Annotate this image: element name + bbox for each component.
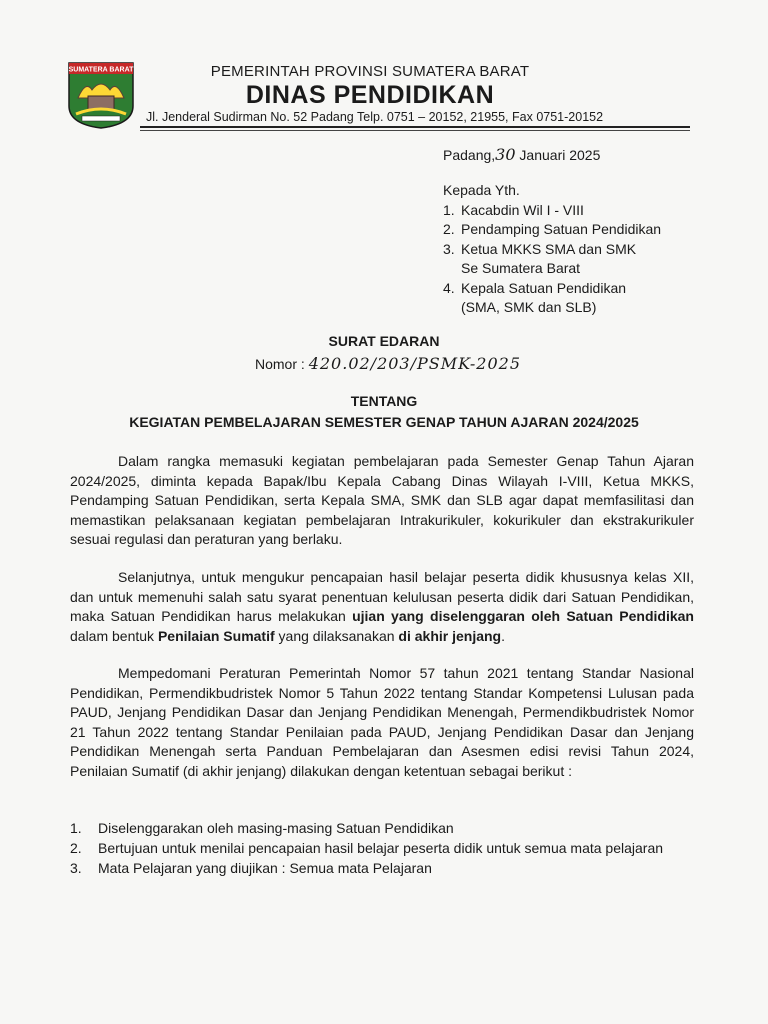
list-number: 1.	[70, 820, 82, 836]
circular-heading: SURAT EDARAN	[328, 333, 440, 349]
logo-banner-text: SUMATERA BARAT	[68, 66, 134, 74]
p2-text: Selanjutnya, untuk mengukur pencapaian hasil belajar peserta didik khususnya kelas XII, dan untuk memenuhi salah satu syarat penentuan kelulusan peserta didik dari Satuan Pendidikan, maka Satuan Pendidikan harus melakukan	[70, 569, 694, 624]
letterhead-rule	[140, 126, 690, 128]
addressee-number: 4.	[443, 279, 455, 296]
p2-bold-end-level: di akhir jenjang	[398, 627, 502, 644]
p2-text: yang dilaksanakan	[274, 627, 399, 644]
office-name: DINAS PENDIDIKAN	[245, 81, 495, 109]
list-number: 2.	[70, 840, 82, 856]
date-month-year: Januari 2025	[519, 147, 601, 163]
list-text: Bertujuan untuk menilai pencapaian hasil belajar peserta didik untuk semua mata pelajaran	[98, 840, 664, 856]
addressee-line: Ketua MKKS SMA dan SMK	[461, 240, 637, 257]
list-item	[70, 859, 694, 879]
p2-bold-assessment: Penilaian Sumatif	[157, 627, 275, 644]
p2-bold-exam: ujian yang diselenggaran oleh Satuan Pendidikan	[352, 608, 694, 624]
addressee-number: 3.	[443, 240, 455, 257]
addressee-item	[443, 240, 661, 279]
number-label: Nomor :	[255, 356, 309, 372]
addressee-line: Pendamping Satuan Pendidikan	[461, 221, 662, 237]
date-place: Padang,	[443, 147, 496, 163]
province-emblem-logo	[66, 60, 136, 130]
addressee-block	[443, 181, 661, 318]
addressee-list	[443, 201, 661, 318]
subject-heading: KEGIATAN PEMBELAJARAN SEMESTER GENAP TAHUN AJARAN 2024/2025	[129, 414, 639, 430]
addressee-number: 2.	[443, 221, 455, 237]
list-number: 3.	[70, 860, 82, 876]
letter-date	[443, 145, 600, 164]
addressee-line: Kepala Satuan Pendidikan	[461, 279, 627, 296]
addressee-item	[443, 220, 661, 240]
addressee-number: 1.	[443, 201, 455, 218]
number-handwritten: 420.02/203/PSMK-2025	[308, 354, 522, 373]
date-day-handwritten: 30	[495, 145, 516, 164]
p2-text: dalam bentuk	[70, 627, 158, 644]
letterhead-rule-thin	[140, 130, 690, 131]
addressee-item	[443, 279, 661, 318]
paragraph-2	[70, 568, 694, 646]
list-item	[70, 839, 694, 859]
provisions-list	[70, 819, 694, 879]
tentang-heading: TENTANG	[350, 393, 418, 409]
addressee-line: (SMA, SMK dan SLB)	[461, 299, 597, 315]
paragraph-1: Dalam rangka memasuki kegiatan pembelajaran pada Semester Genap Tahun Ajaran 2024/2025, diminta kepada Bapak/Ibu Kepala Cabang Dinas Wilayah I-VIII, Ketua MKKS, Pendamping Satuan Pendidikan, serta Kepala SMA, SMK dan SLB agar dapat memfasilitasi dan memastikan pelaksanaan kegiatan pembelajaran Intrakurikuler, kokurikuler dan ekstrakurikuler sesuai regulasi dan peraturan yang berlaku.	[70, 453, 694, 547]
list-text: Mata Pelajaran yang diujikan : Semua mata Pelajaran	[98, 860, 432, 876]
p2-text: .	[501, 627, 506, 644]
circular-number	[255, 354, 521, 373]
paragraph-3: Mempedomani Peraturan Pemerintah Nomor 57 tahun 2021 tentang Standar Nasional Pendidikan, Permendikbudristek Nomor 5 Tahun 2022 tentang Standar Kompetensi Lulusan pada PAUD, Jenjang Pendidikan Dasar dan Jenjang Pendidikan Menengah, Permendikbudristek Nomor 21 Tahun 2022 tentang Standar Penilaian pada PAUD, Jenjang Pendidikan Dasar dan Jenjang Pendidikan Menengah serta Panduan Pembelajaran dan Asesmen edisi revisi Tahun 2024, Penilaian Sumatif (di akhir jenjang) dilakukan dengan ketentuan sebagai berikut :	[70, 665, 694, 779]
addressee-line: Se Sumatera Barat	[461, 260, 581, 276]
addressee-line: Kacabdin Wil I - VIII	[461, 201, 584, 218]
government-name: PEMERINTAH PROVINSI SUMATERA BARAT	[210, 63, 530, 80]
addressee-item	[443, 201, 661, 221]
addressee-greeting: Kepada Yth.	[443, 182, 520, 198]
list-item	[70, 819, 694, 839]
list-text: Diselenggarakan oleh masing-masing Satuan Pendidikan	[98, 820, 454, 836]
office-address: Jl. Jenderal Sudirman No. 52 Padang Telp. 0751 – 20152, 21955, Fax 0751-20152	[146, 110, 604, 124]
